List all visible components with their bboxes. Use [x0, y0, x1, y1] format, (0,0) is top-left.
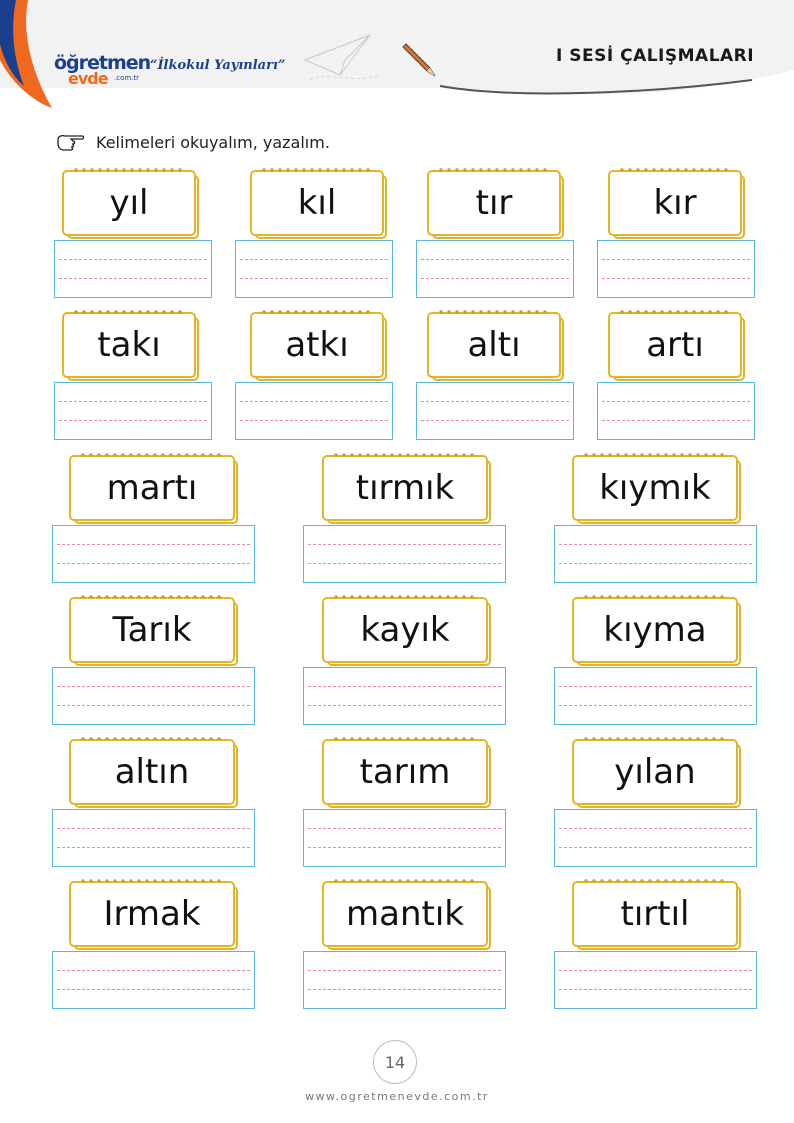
guide-line	[602, 278, 750, 279]
word-card	[608, 170, 742, 236]
word-text: kır	[653, 183, 697, 223]
word-text: kıyma	[603, 610, 707, 650]
page-number: 14	[373, 1040, 417, 1084]
word-text: atkı	[285, 325, 349, 365]
word-card	[322, 455, 488, 521]
guide-line	[57, 563, 250, 564]
guide-line	[240, 278, 388, 279]
word-card	[322, 597, 488, 663]
word-card	[250, 312, 384, 378]
logo-bottom-text: evde	[68, 69, 108, 88]
instruction	[56, 132, 330, 152]
guide-line	[559, 563, 752, 564]
word-text: yıl	[109, 183, 149, 223]
word-card	[322, 739, 488, 805]
pointing-hand-icon	[56, 132, 86, 152]
word-text: artı	[646, 325, 704, 365]
word-card	[69, 881, 235, 947]
guide-line	[57, 686, 250, 687]
word-text: martı	[106, 468, 198, 508]
writing-box[interactable]	[52, 667, 255, 725]
guide-line	[308, 970, 501, 971]
guide-line	[559, 847, 752, 848]
guide-line	[57, 989, 250, 990]
word-text: yılan	[614, 752, 696, 792]
writing-box[interactable]	[52, 809, 255, 867]
writing-box[interactable]	[52, 951, 255, 1009]
word-card	[572, 455, 738, 521]
word-text: tarım	[359, 752, 451, 792]
guide-line	[421, 278, 569, 279]
logo-top-text: öğretmen	[54, 52, 151, 74]
writing-box[interactable]	[303, 951, 506, 1009]
word-card	[572, 739, 738, 805]
guide-line	[59, 401, 207, 402]
word-card	[572, 597, 738, 663]
guide-line	[57, 828, 250, 829]
word-card	[322, 881, 488, 947]
instruction-text: Kelimeleri okuyalım, yazalım.	[96, 132, 330, 152]
writing-box[interactable]	[597, 240, 755, 298]
guide-line	[59, 259, 207, 260]
word-text: tır	[475, 183, 513, 223]
guide-line	[559, 828, 752, 829]
word-card	[69, 597, 235, 663]
word-card	[572, 881, 738, 947]
guide-line	[308, 828, 501, 829]
word-card	[250, 170, 384, 236]
pencil-icon	[402, 40, 440, 80]
guide-line	[59, 420, 207, 421]
paper-plane-icon	[300, 30, 390, 90]
guide-line	[308, 989, 501, 990]
writing-box[interactable]	[52, 525, 255, 583]
writing-box[interactable]	[54, 240, 212, 298]
word-card	[62, 170, 196, 236]
guide-line	[57, 705, 250, 706]
word-card	[427, 170, 561, 236]
word-text: Tarık	[112, 610, 192, 650]
word-text: tırtıl	[620, 894, 690, 934]
guide-line	[57, 544, 250, 545]
guide-line	[602, 401, 750, 402]
guide-line	[308, 705, 501, 706]
writing-box[interactable]	[554, 525, 757, 583]
page-title: I SESİ ÇALIŞMALARI	[556, 46, 755, 66]
word-text: tırmık	[355, 468, 455, 508]
guide-line	[559, 686, 752, 687]
writing-box[interactable]	[416, 240, 574, 298]
logo	[54, 52, 151, 88]
guide-line	[559, 705, 752, 706]
word-card	[69, 455, 235, 521]
writing-box[interactable]	[597, 382, 755, 440]
writing-box[interactable]	[554, 667, 757, 725]
guide-line	[240, 420, 388, 421]
guide-line	[57, 970, 250, 971]
writing-box[interactable]	[554, 951, 757, 1009]
guide-line	[559, 970, 752, 971]
writing-box[interactable]	[554, 809, 757, 867]
guide-line	[308, 847, 501, 848]
guide-line	[559, 544, 752, 545]
word-text: kayık	[360, 610, 450, 650]
guide-line	[602, 259, 750, 260]
guide-line	[308, 686, 501, 687]
guide-line	[57, 847, 250, 848]
logo-domain-text: .com.tr	[114, 74, 140, 82]
word-text: kıl	[297, 183, 337, 223]
word-card	[62, 312, 196, 378]
word-text: altın	[114, 752, 190, 792]
guide-line	[421, 259, 569, 260]
writing-box[interactable]	[303, 809, 506, 867]
word-text: altı	[467, 325, 521, 365]
guide-line	[59, 278, 207, 279]
word-text: kıymık	[599, 468, 711, 508]
page-header	[0, 0, 794, 110]
word-card	[69, 739, 235, 805]
writing-box[interactable]	[235, 240, 393, 298]
writing-box[interactable]	[235, 382, 393, 440]
guide-line	[559, 989, 752, 990]
word-card	[427, 312, 561, 378]
word-text: mantık	[346, 894, 464, 934]
guide-line	[308, 544, 501, 545]
publisher-name: “İlkokul Yayınları”	[150, 58, 286, 73]
writing-box[interactable]	[54, 382, 212, 440]
word-card	[608, 312, 742, 378]
website-url: www.ogretmenevde.com.tr	[305, 1090, 489, 1103]
guide-line	[421, 401, 569, 402]
writing-box[interactable]	[303, 525, 506, 583]
word-text: Irmak	[103, 894, 201, 934]
guide-line	[240, 259, 388, 260]
guide-line	[421, 420, 569, 421]
guide-line	[308, 563, 501, 564]
writing-box[interactable]	[416, 382, 574, 440]
guide-line	[240, 401, 388, 402]
guide-line	[602, 420, 750, 421]
writing-box[interactable]	[303, 667, 506, 725]
word-text: takı	[97, 325, 161, 365]
